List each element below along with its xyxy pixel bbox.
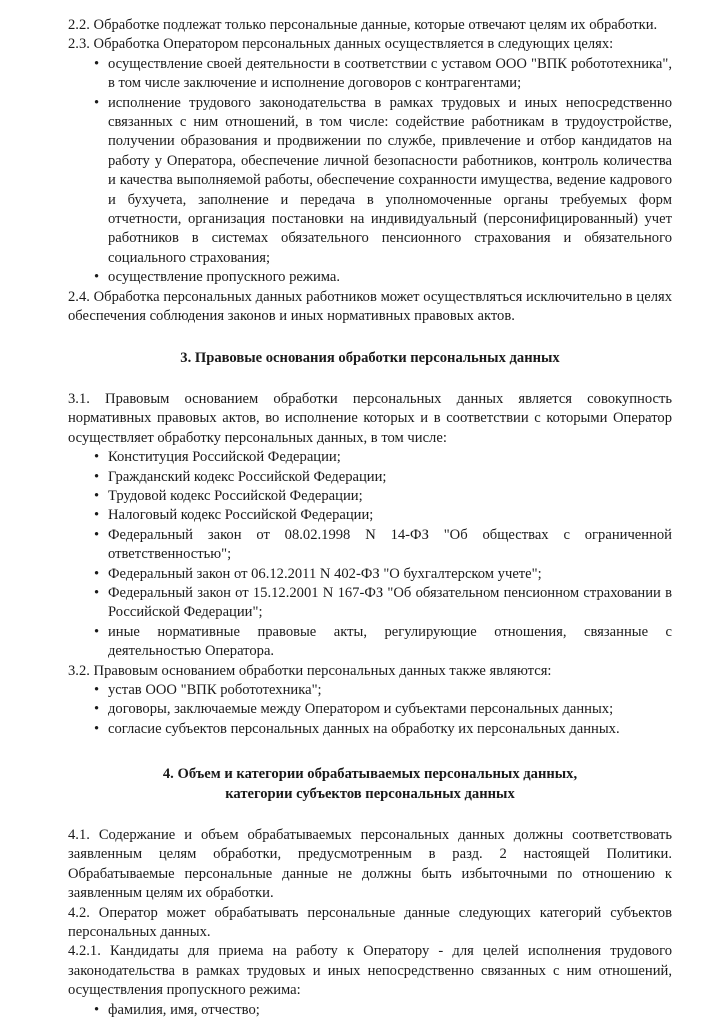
- list-item: • согласие субъектов персональных данных на обработку их персональных данных.: [96, 720, 672, 739]
- section-3-title: 3. Правовые основания обработки персональных данных: [180, 349, 560, 366]
- list-item: • осуществление пропускного режима.: [96, 268, 672, 287]
- paragraph-2-4: 2.4. Обработка персональных данных работников может осуществляться исключительно в целях обеспечения соблюдения законов и иных нормативных правовых актов.: [68, 288, 672, 325]
- list-3-2: [68, 681, 672, 739]
- list-3-1: [68, 448, 672, 661]
- section-4-title: [68, 765, 672, 804]
- list-2-3: [68, 55, 672, 288]
- list-item: • устав ООО "ВПК робототехника";: [96, 681, 672, 700]
- list-item: • осуществление своей деятельности в соответствии с уставом ООО "ВПК робототехника", в том числе заключение и исполнение договоров с контрагентами;: [96, 55, 672, 94]
- paragraph-4-1: 4.1. Содержание и объем обрабатываемых персональных данных должны соответствовать заявленным целям обработки, предусмотренным в разд. 2 настоящей Политики. Обрабатываемые персональные данные не должны быть избыточными по отношению к заявленным целям их обработки.: [68, 827, 672, 902]
- list-4-2-1: [68, 1001, 672, 1020]
- list-item: • Конституция Российской Федерации;: [96, 448, 672, 467]
- list-item: • Трудовой кодекс Российской Федерации;: [96, 487, 672, 506]
- paragraph-2-3: 2.3. Обработка Оператором персональных данных осуществляется в следующих целях:: [68, 36, 614, 53]
- section-4-title-line-1: 4. Объем и категории обрабатываемых персональных данных,: [162, 766, 578, 783]
- list-item: • Федеральный закон от 15.12.2001 N 167-ФЗ "Об обязательном пенсионном страховании в Российской Федерации";: [96, 584, 672, 623]
- section-4-title-line-2: категории субъектов персональных данных: [225, 785, 515, 802]
- list-item: • Налоговый кодекс Российской Федерации;: [96, 506, 672, 525]
- list-item: • договоры, заключаемые между Оператором и субъектами персональных данных;: [96, 700, 672, 719]
- list-item: • исполнение трудового законодательства в рамках трудовых и иных непосредственно связанных с ним отношений, в том числе: содействие работникам в трудоустройстве, получении образования и продвижении по службе, привлечение и отбор кандидатов на работу у Оператора, обеспечение личной безопасности работников, контроль количества и качества выполняемой работы, обеспечение сохранности имущества, ведение кадрового и бухучета, заполнение и передача в уполномоченные органы требуемых форм отчетности, организация постановки на индивидуальный (персонифицированный) учет работников в системах обязательного пенсионного страхования и обязательного социального страхования;: [96, 94, 672, 269]
- paragraph-3-1: 3.1. Правовым основанием обработки персональных данных является совокупность нормативных правовых актов, во исполнение которых и в соответствии с которыми Оператор осуществляет обработку персональных данных, в том числе:: [68, 390, 672, 446]
- paragraph-4-2-1: 4.2.1. Кандидаты для приема на работу к Оператору - для целей исполнения трудового законодательства в рамках трудовых и иных непосредственно связанных с ним отношений, осуществления пропускного режима:: [68, 943, 672, 999]
- paragraph-3-2: 3.2. Правовым основанием обработки персональных данных также являются:: [68, 662, 552, 679]
- paragraph-2-2: 2.2. Обработке подлежат только персональные данные, которые отвечают целям их обработки.: [68, 17, 658, 33]
- list-item: • Федеральный закон от 06.12.2011 N 402-ФЗ "О бухгалтерском учете";: [96, 565, 672, 584]
- list-item: • фамилия, имя, отчество;: [96, 1001, 672, 1020]
- list-item: • Федеральный закон от 08.02.1998 N 14-ФЗ "Об обществах с ограниченной ответственностью";: [96, 526, 672, 565]
- list-item: • Гражданский кодекс Российской Федерации;: [96, 468, 672, 487]
- paragraph-4-2: 4.2. Оператор может обрабатывать персональные данные следующих категорий субъектов персональных данных.: [68, 904, 672, 941]
- list-item: • иные нормативные правовые акты, регулирующие отношения, связанные с деятельностью Оператора.: [96, 623, 672, 662]
